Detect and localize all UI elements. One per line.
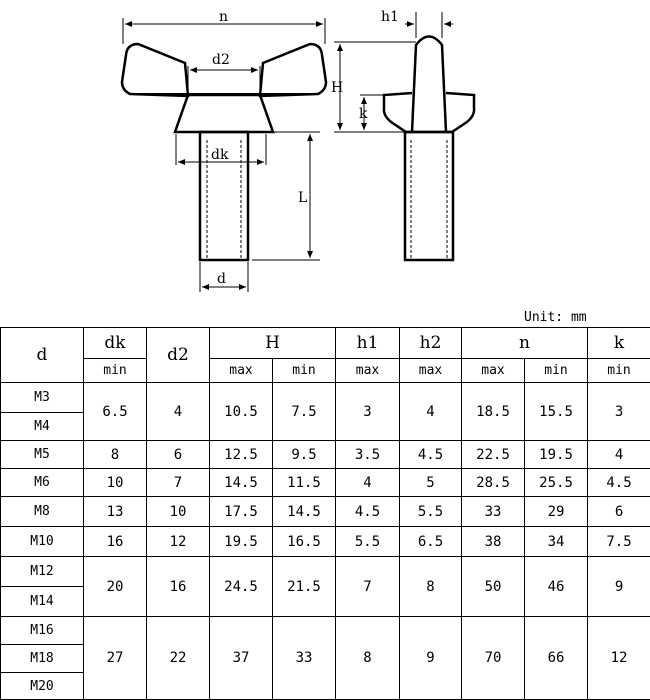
table-row xyxy=(1,617,650,645)
header-h1: h1 xyxy=(336,328,400,359)
value-h1: 7 xyxy=(336,557,400,617)
dimension-table xyxy=(0,327,650,700)
value-dk: 10 xyxy=(84,469,147,497)
value-n-max: 70 xyxy=(462,617,525,700)
value-n-min: 46 xyxy=(525,557,588,617)
header-n: n xyxy=(462,328,588,359)
value-n-max: 50 xyxy=(462,557,525,617)
value-d2: 16 xyxy=(147,557,210,617)
value-n-min: 19.5 xyxy=(525,441,588,469)
value-dk: 8 xyxy=(84,441,147,469)
label-n: n xyxy=(219,9,228,25)
value-n-min: 34 xyxy=(525,527,588,557)
value-h2: 9 xyxy=(400,617,462,700)
subheader-h1: max xyxy=(336,359,400,383)
value-dk: 13 xyxy=(84,497,147,527)
label-h1: h1 xyxy=(381,9,399,25)
value-n-min: 29 xyxy=(525,497,588,527)
label-H: H xyxy=(331,80,343,96)
value-h2: 8 xyxy=(400,557,462,617)
value-k: 3 xyxy=(588,383,650,441)
value-n-max: 38 xyxy=(462,527,525,557)
side-view xyxy=(334,12,474,260)
value-n-max: 18.5 xyxy=(462,383,525,441)
value-H-max: 37 xyxy=(210,617,273,700)
value-H-min: 7.5 xyxy=(273,383,336,441)
value-h2: 4.5 xyxy=(400,441,462,469)
size-cell: M3 xyxy=(1,383,84,413)
header-H: H xyxy=(210,328,336,359)
header-k: k xyxy=(588,328,650,359)
value-n-min: 66 xyxy=(525,617,588,700)
value-h2: 4 xyxy=(400,383,462,441)
value-h2: 5 xyxy=(400,469,462,497)
size-cell: M5 xyxy=(1,441,84,469)
value-h1: 3.5 xyxy=(336,441,400,469)
value-H-min: 9.5 xyxy=(273,441,336,469)
value-n-max: 22.5 xyxy=(462,441,525,469)
value-d2: 7 xyxy=(147,469,210,497)
header-dk: dk xyxy=(84,328,147,359)
header-d2: d2 xyxy=(147,328,210,383)
size-cell: M10 xyxy=(1,527,84,557)
size-cell: M16 xyxy=(1,617,84,645)
size-cell: M18 xyxy=(1,645,84,673)
subheader-k: min xyxy=(588,359,650,383)
value-H-max: 17.5 xyxy=(210,497,273,527)
table-row xyxy=(1,557,650,587)
value-H-max: 14.5 xyxy=(210,469,273,497)
value-H-max: 12.5 xyxy=(210,441,273,469)
value-n-min: 15.5 xyxy=(525,383,588,441)
value-H-min: 21.5 xyxy=(273,557,336,617)
value-n-min: 25.5 xyxy=(525,469,588,497)
table-row xyxy=(1,383,650,413)
value-dk: 20 xyxy=(84,557,147,617)
size-cell: M4 xyxy=(1,413,84,441)
table-row xyxy=(1,497,650,527)
value-d2: 4 xyxy=(147,383,210,441)
label-L: L xyxy=(298,190,307,206)
value-dk: 16 xyxy=(84,527,147,557)
header-d: d xyxy=(1,328,84,383)
value-H-min: 14.5 xyxy=(273,497,336,527)
label-dk: dk xyxy=(211,147,229,163)
value-d2: 22 xyxy=(147,617,210,700)
value-k: 9 xyxy=(588,557,650,617)
value-n-max: 33 xyxy=(462,497,525,527)
wing-screw-drawing xyxy=(0,0,650,310)
label-d: d xyxy=(217,271,226,287)
value-k: 4.5 xyxy=(588,469,650,497)
value-h2: 5.5 xyxy=(400,497,462,527)
table-row xyxy=(1,527,650,557)
value-h1: 8 xyxy=(336,617,400,700)
value-d2: 10 xyxy=(147,497,210,527)
subheader-H-min: min xyxy=(273,359,336,383)
value-k: 7.5 xyxy=(588,527,650,557)
table-header-row xyxy=(1,328,650,359)
value-dk: 6.5 xyxy=(84,383,147,441)
value-h1: 4 xyxy=(336,469,400,497)
value-k: 4 xyxy=(588,441,650,469)
value-h2: 6.5 xyxy=(400,527,462,557)
value-d2: 12 xyxy=(147,527,210,557)
header-h2: h2 xyxy=(400,328,462,359)
size-cell: M12 xyxy=(1,557,84,587)
subheader-n-max: max xyxy=(462,359,525,383)
table-row xyxy=(1,441,650,469)
value-H-max: 19.5 xyxy=(210,527,273,557)
value-H-min: 16.5 xyxy=(273,527,336,557)
label-d2: d2 xyxy=(212,52,230,68)
value-H-max: 24.5 xyxy=(210,557,273,617)
value-k: 12 xyxy=(588,617,650,700)
value-H-max: 10.5 xyxy=(210,383,273,441)
size-cell: M20 xyxy=(1,673,84,700)
size-cell: M6 xyxy=(1,469,84,497)
value-dk: 27 xyxy=(84,617,147,700)
value-H-min: 11.5 xyxy=(273,469,336,497)
table-subheader-row xyxy=(1,359,650,383)
value-d2: 6 xyxy=(147,441,210,469)
unit-label: Unit: mm xyxy=(524,310,587,325)
subheader-dk: min xyxy=(84,359,147,383)
size-cell: M8 xyxy=(1,497,84,527)
label-k: k xyxy=(359,106,368,122)
value-H-min: 33 xyxy=(273,617,336,700)
size-cell: M14 xyxy=(1,587,84,617)
value-h1: 3 xyxy=(336,383,400,441)
subheader-n-min: min xyxy=(525,359,588,383)
value-h1: 5.5 xyxy=(336,527,400,557)
value-h1: 4.5 xyxy=(336,497,400,527)
table-row xyxy=(1,469,650,497)
subheader-H-max: max xyxy=(210,359,273,383)
value-n-max: 28.5 xyxy=(462,469,525,497)
subheader-h2: max xyxy=(400,359,462,383)
value-k: 6 xyxy=(588,497,650,527)
